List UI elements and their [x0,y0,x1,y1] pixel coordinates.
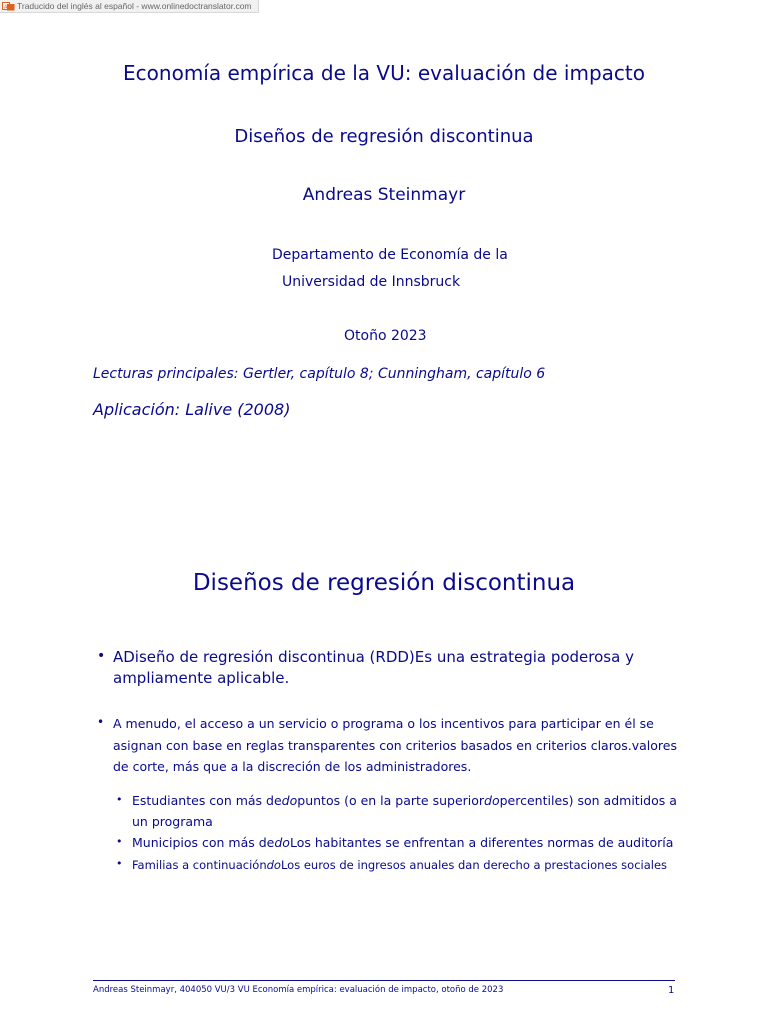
sub-bullet-1-italic-2: do [484,793,500,808]
footer-divider [93,980,675,981]
sub-bullet-1 [132,790,677,832]
slide1-subtitle: Diseños de regresión discontinua [234,126,534,147]
bullet-marker: • [97,715,105,729]
banner-text[interactable]: Traducido del inglés al español - www.onlinedoctranslator.com [17,1,252,11]
sub-bullet-marker: • [116,857,123,870]
slide1-title: Economía empírica de la VU: evaluación de impacto [123,61,645,85]
svg-text:A: A [4,3,8,10]
bullet-1-text: ADiseño de regresión discontinua (RDD)Es una estrategia poderosa y ampliamente aplicable. [113,648,634,687]
slide2-title: Diseños de regresión discontinua [192,570,576,596]
sub-bullet-marker: • [116,793,123,806]
sub-bullet-2-part-b: Los habitantes se enfrentan a diferentes normas de auditoría [289,835,674,850]
application-note: Aplicación: Lalive (2008) [93,400,291,419]
sub-bullet-3 [132,855,677,876]
sub-bullet-2 [132,832,677,853]
bullet-2-text: A menudo, el acceso a un servicio o programa o los incentivos para participar en él se asignan con base en reglas transparentes con criterios basados en criterios claros.valores de corte, más que a la discreción de los administradores. [113,716,677,774]
sub-bullet-3-part-a: Familias a continuación [132,858,267,872]
page-number: 1 [668,985,675,996]
author-name: Andreas Steinmayr [302,185,466,205]
sub-bullet-1-part-c: percentiles) son admitidos a un programa [132,793,677,829]
sub-bullet-2-italic: do [274,835,290,850]
sub-bullet-3-part-b: Los euros de ingresos anuales dan derecho a prestaciones sociales [280,858,668,872]
sub-bullet-3-italic: do [266,858,281,872]
sub-bullet-1-part-a: Estudiantes con más de [132,793,282,808]
translator-banner[interactable] [0,0,259,13]
sub-bullet-1-italic: do [281,793,298,808]
department-line2: Universidad de Innsbruck [282,274,461,290]
sub-bullet-1-part-b: puntos (o en la parte superior [297,793,485,808]
sub-bullet-marker: • [116,835,123,848]
translate-logo-icon [2,2,15,11]
bullet-marker: • [97,648,106,664]
main-readings: Lecturas principales: Gertler, capítulo 8; Cunningham, capítulo 6 [93,366,546,382]
date: Otoño 2023 [344,328,427,344]
footer-text: Andreas Steinmayr, 404050 VU/3 VU Economía empírica: evaluación de impacto, otoño de 2023 [93,985,504,995]
department-line1: Departamento de Economía de la [272,247,508,263]
sub-bullet-2-part-a: Municipios con más de [132,835,275,850]
